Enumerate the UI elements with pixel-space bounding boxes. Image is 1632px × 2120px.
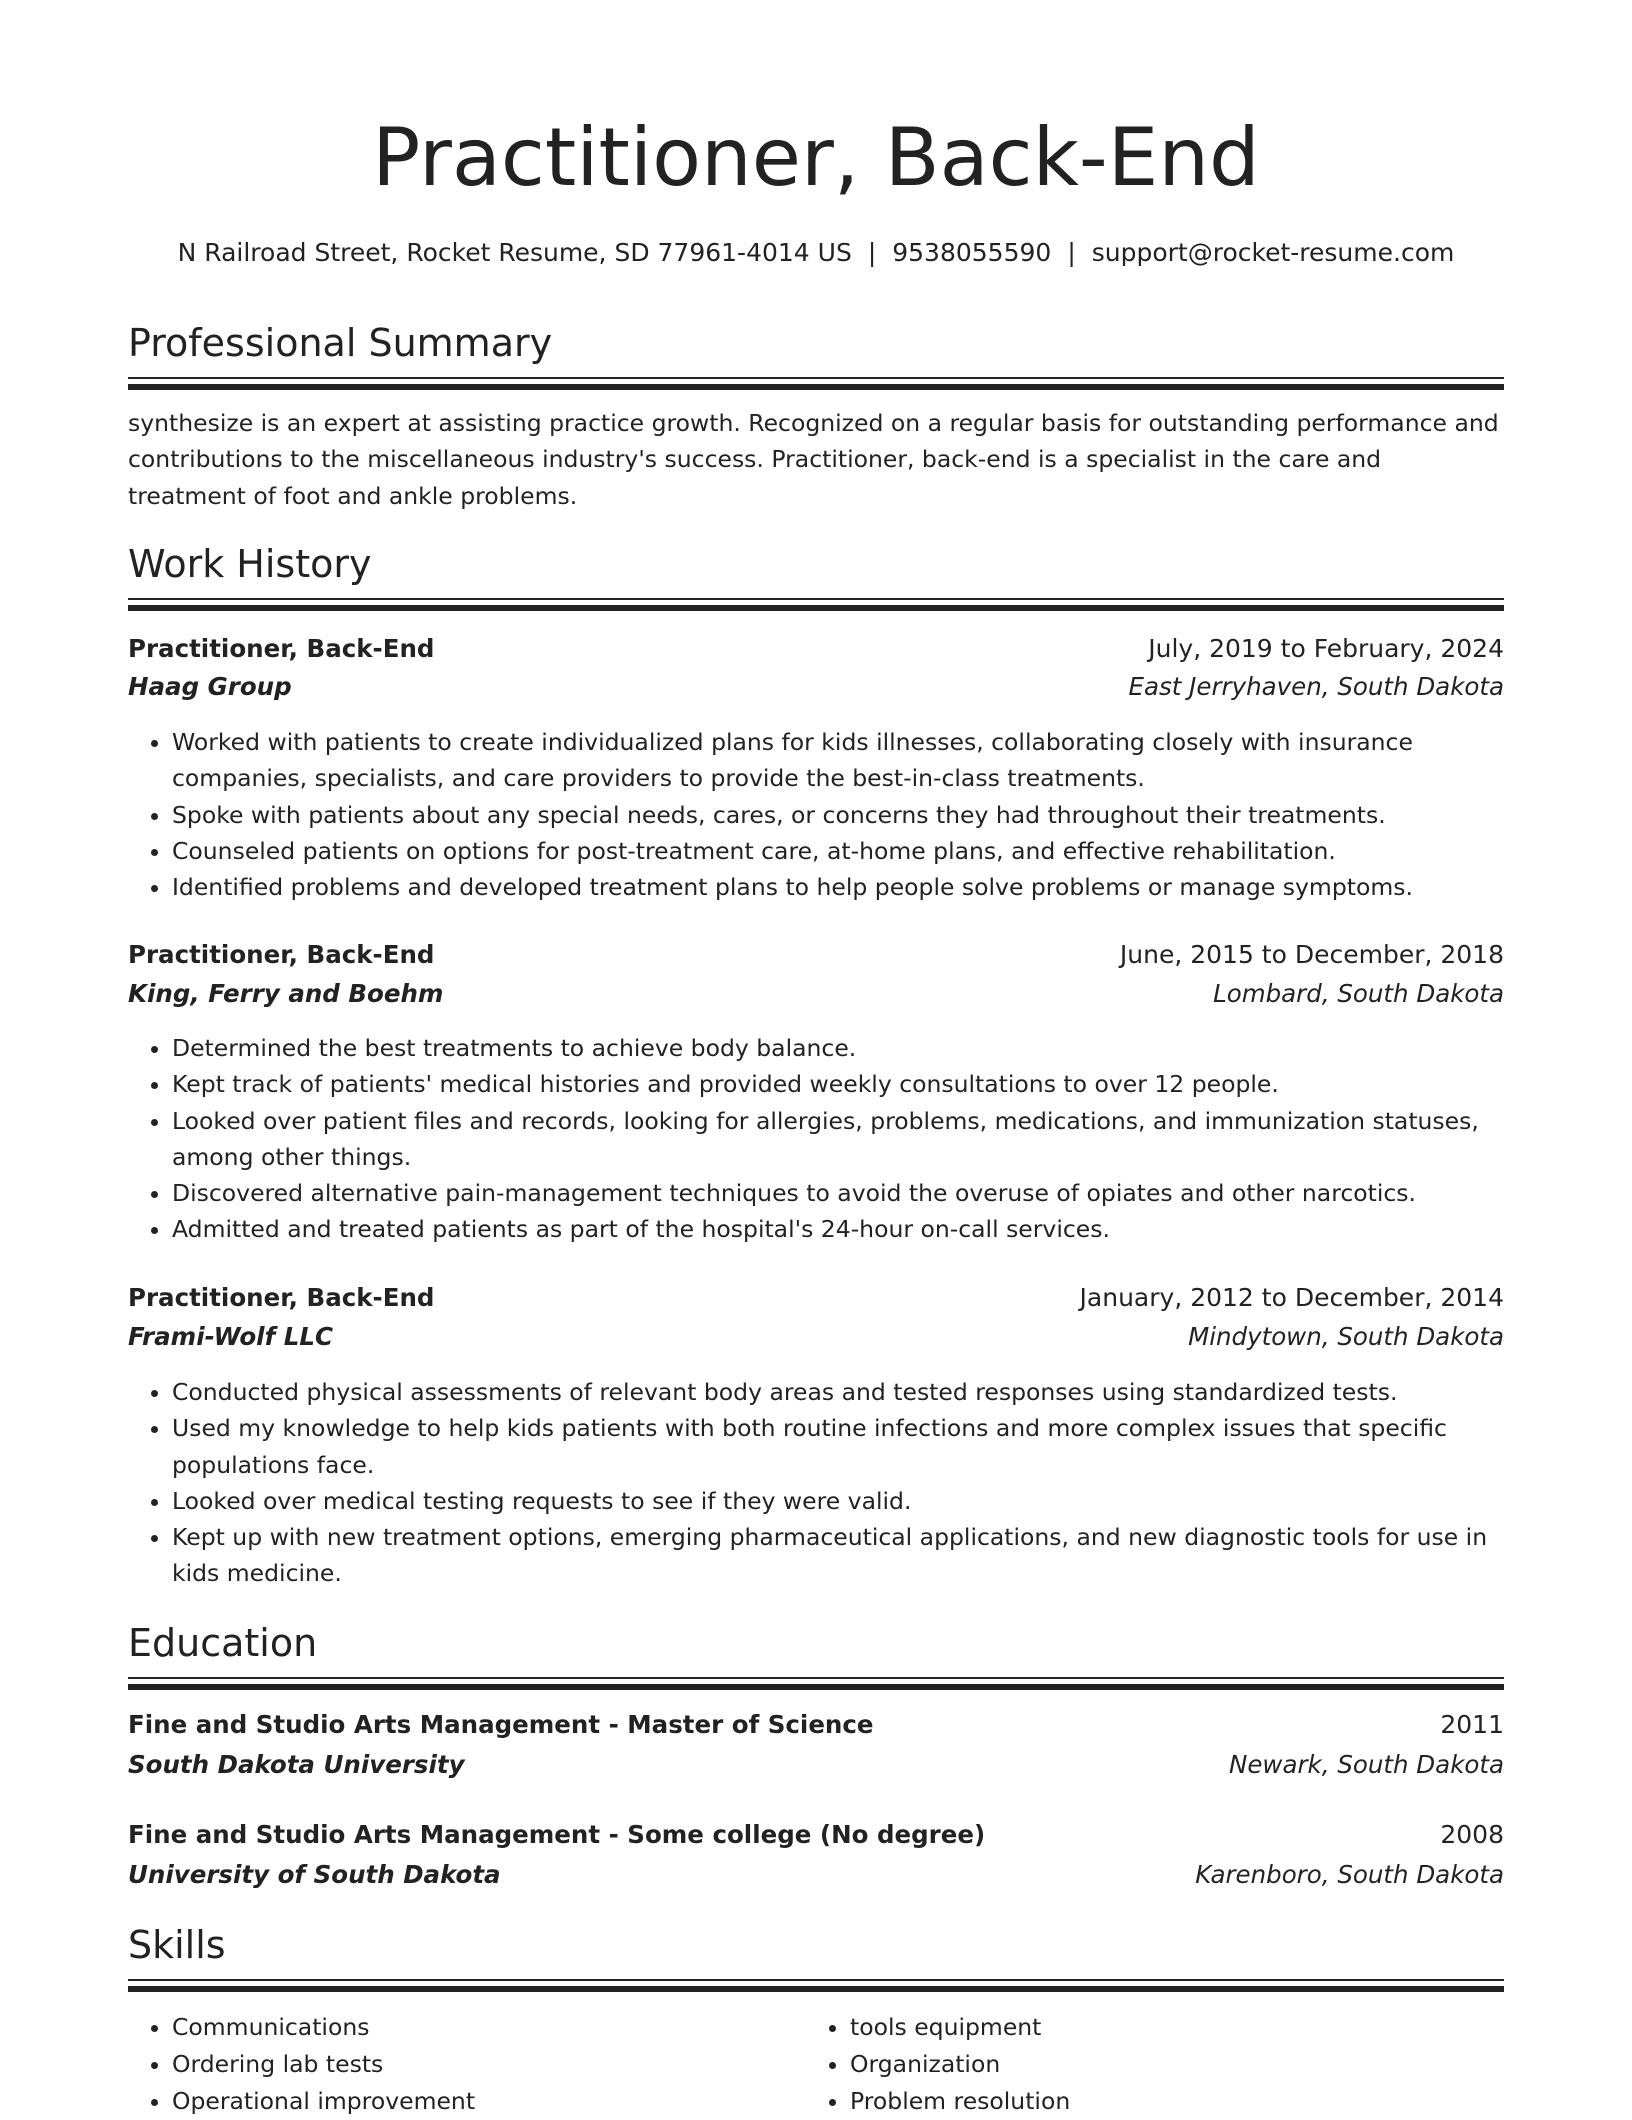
job-bullets bbox=[128, 1374, 1504, 1592]
school-name: University of South Dakota bbox=[128, 1860, 501, 1889]
section-divider bbox=[128, 1677, 1504, 1690]
school-location: Karenboro, South Dakota bbox=[1195, 1860, 1504, 1889]
phone: 9538055590 bbox=[892, 238, 1052, 267]
education-subheader bbox=[128, 1860, 1504, 1892]
list-item: • Communications bbox=[172, 2009, 806, 2046]
education-header bbox=[128, 1710, 1504, 1742]
list-item: • Used my knowledge to help kids patients with both routine infections and more complex issues that specific populations face. bbox=[172, 1410, 1504, 1483]
list-item: • Admitted and treated patients as part of the hospital's 24-hour on-call services. bbox=[172, 1211, 1504, 1247]
graduation-year: 2011 bbox=[1440, 1710, 1504, 1739]
skills-list-left bbox=[128, 2009, 806, 2120]
list-item: • Kept up with new treatment options, emerging pharmaceutical applications, and new diagnostic tools for use in kids medicine. bbox=[172, 1519, 1504, 1592]
job-bullets bbox=[128, 1030, 1504, 1248]
separator: | bbox=[1067, 238, 1076, 267]
degree: Fine and Studio Arts Management - Master of Science bbox=[128, 1710, 874, 1739]
job-location: Mindytown, South Dakota bbox=[1188, 1322, 1504, 1351]
separator: | bbox=[867, 238, 877, 267]
list-item: • tools equipment bbox=[850, 2009, 1504, 2046]
section-divider bbox=[128, 598, 1504, 611]
education-subheader bbox=[128, 1750, 1504, 1782]
job-location: Lombard, South Dakota bbox=[1213, 979, 1504, 1008]
list-item: • Operational improvement bbox=[172, 2083, 806, 2120]
list-item: • Worked with patients to create individualized plans for kids illnesses, collaborating closely with insurance companies, specialists, and care providers to provide the best-in-class treatments. bbox=[172, 724, 1504, 797]
address: N Railroad Street, Rocket Resume, SD 77961-4014 US bbox=[177, 238, 852, 267]
job-header bbox=[128, 634, 1504, 666]
job-title: Practitioner, Back-End bbox=[128, 634, 435, 663]
job-title: Practitioner, Back-End bbox=[128, 1283, 435, 1312]
job-dates: July, 2019 to February, 2024 bbox=[1148, 634, 1504, 663]
list-item: • Conducted physical assessments of relevant body areas and tested responses using standardized tests. bbox=[172, 1374, 1504, 1410]
list-item: • Looked over medical testing requests to see if they were valid. bbox=[172, 1483, 1504, 1519]
job-title: Practitioner, Back-End bbox=[128, 940, 435, 969]
job-location: East Jerryhaven, South Dakota bbox=[1128, 672, 1504, 701]
list-item: • Counseled patients on options for post-treatment care, at-home plans, and effective rehabilitation. bbox=[172, 833, 1504, 869]
company-name: Haag Group bbox=[128, 672, 292, 701]
job-subheader bbox=[128, 979, 1504, 1011]
job-bullets bbox=[128, 724, 1504, 905]
section-title-work: Work History bbox=[128, 542, 372, 586]
list-item: • Problem resolution bbox=[850, 2083, 1504, 2120]
graduation-year: 2008 bbox=[1440, 1820, 1504, 1849]
job-dates: June, 2015 to December, 2018 bbox=[1119, 940, 1504, 969]
section-divider bbox=[128, 1979, 1504, 1992]
candidate-name: Practitioner, Back-End bbox=[372, 111, 1260, 204]
list-item: • Determined the best treatments to achieve body balance. bbox=[172, 1030, 1504, 1066]
list-item: • Identified problems and developed treatment plans to help people solve problems or manage symptoms. bbox=[172, 869, 1504, 905]
section-title-skills: Skills bbox=[128, 1923, 226, 1967]
job-subheader bbox=[128, 1322, 1504, 1354]
education-header bbox=[128, 1820, 1504, 1852]
school-name: South Dakota University bbox=[128, 1750, 465, 1779]
job-subheader bbox=[128, 672, 1504, 704]
job-dates: January, 2012 to December, 2014 bbox=[1079, 1283, 1504, 1312]
list-item: • Spoke with patients about any special needs, cares, or concerns they had throughout their treatments. bbox=[172, 797, 1504, 833]
list-item: • Organization bbox=[850, 2046, 1504, 2083]
degree: Fine and Studio Arts Management - Some college (No degree) bbox=[128, 1820, 986, 1849]
list-item: • Kept track of patients' medical histories and provided weekly consultations to over 12 people. bbox=[172, 1066, 1504, 1102]
list-item: • Discovered alternative pain-management techniques to avoid the overuse of opiates and other narcotics. bbox=[172, 1175, 1504, 1211]
section-divider bbox=[128, 377, 1504, 390]
contact-line bbox=[128, 240, 1504, 265]
list-item: • Ordering lab tests bbox=[172, 2046, 806, 2083]
list-item: • Looked over patient files and records, looking for allergies, problems, medications, and immunization statuses, among other things. bbox=[172, 1103, 1504, 1176]
company-name: King, Ferry and Boehm bbox=[128, 979, 444, 1008]
company-name: Frami-Wolf LLC bbox=[128, 1322, 333, 1351]
skills-list-right bbox=[806, 2009, 1504, 2120]
school-location: Newark, South Dakota bbox=[1229, 1750, 1504, 1779]
section-title-education: Education bbox=[128, 1621, 318, 1665]
job-header bbox=[128, 940, 1504, 972]
summary-text: synthesize is an expert at assisting practice growth. Recognized on a regular basis for outstanding performance and contributions to the miscellaneous industry's success. Practitioner, back-end is a specialist in the care and treatment of foot and ankle problems. bbox=[128, 409, 1499, 510]
email: support@rocket-resume.com bbox=[1091, 238, 1455, 267]
job-header bbox=[128, 1283, 1504, 1315]
section-title-summary: Professional Summary bbox=[128, 321, 553, 365]
